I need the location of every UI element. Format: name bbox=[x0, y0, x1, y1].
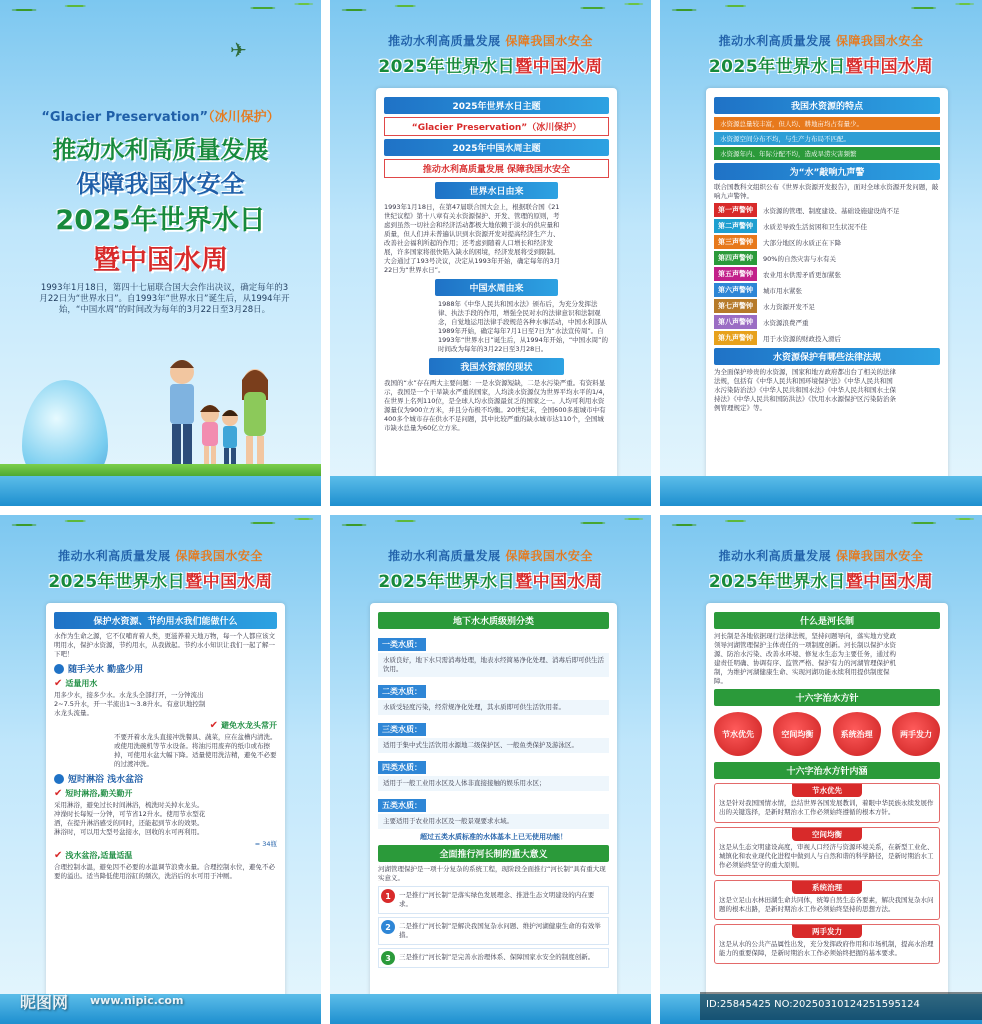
policy-section-title: 空间均衡 bbox=[792, 828, 862, 841]
banner-line-2a: 2025年世界水日 bbox=[708, 572, 846, 592]
banner-line-2b: 暨中国水周 bbox=[845, 572, 934, 592]
feature-item: 水资源总量较丰富，但人均、耕地亩均占有量少。 bbox=[714, 117, 940, 130]
banner-line-1 bbox=[330, 32, 651, 49]
glacier-theme bbox=[0, 106, 321, 125]
level-title: 四类水质： bbox=[378, 761, 426, 774]
alarm-text: 水力资源开发不足 bbox=[763, 302, 815, 311]
alarm-tag: 第七声警钟 bbox=[714, 299, 757, 313]
number-badge: 2 bbox=[381, 920, 395, 934]
alarm-row bbox=[714, 331, 940, 345]
banner-line-1a: 推动水利高质量发展 bbox=[388, 34, 501, 48]
significance-text: 一是推行“河长制”是落实绿色发展理念、推进生态文明建设的内在要求。 bbox=[399, 891, 595, 908]
section-header: 2025年世界水日主题 bbox=[384, 97, 609, 114]
banner-line-1a: 推动水利高质量发展 bbox=[718, 549, 832, 563]
tip-heading bbox=[54, 850, 277, 861]
paragraph: 水作为生命之源，它不仅哺育着人类，更滋养着天地万物，每一个人都应该文明用水，保护水资源，节约用水，从我做起。节约水小知识让我们一起了解一下吧！ bbox=[54, 632, 275, 658]
significance-text: 二是推行“河长制”是解决我国复杂水问题、维护河湖健康生命的有效举措。 bbox=[399, 922, 601, 939]
paragraph: 不要开着水龙头直接冲洗餐具、蔬菜，应在盆槽内清洗。或使用洗碗机等节水设备。将油污用废弃的纸巾或布擦掉，可使用水盆大幅下降。适量使用洗洁精，避免不必要的过渡冲洗。 bbox=[114, 733, 277, 768]
content-card bbox=[46, 603, 285, 1002]
theme-value: 推动水利高质量发展 保障我国水安全 bbox=[384, 159, 609, 178]
leaves-decoration bbox=[0, 515, 321, 549]
cover-title-2: 保障我国水安全 bbox=[76, 170, 245, 198]
banner-line-2b: 暨中国水周 bbox=[515, 572, 603, 592]
leaves-decoration bbox=[660, 515, 982, 549]
alarm-row bbox=[714, 235, 940, 249]
banner-line-2 bbox=[660, 567, 982, 592]
policy-section-title: 系统治理 bbox=[792, 881, 862, 894]
tip-heading bbox=[54, 678, 277, 689]
banner-line-1b: 保障我国水安全 bbox=[835, 34, 924, 48]
section-header: 为“水”敲响九声警 bbox=[714, 163, 940, 180]
poster-water-quality bbox=[330, 515, 651, 1024]
banner-line-2b: 暨中国水周 bbox=[515, 57, 603, 77]
alarm-tag: 第四声警钟 bbox=[714, 251, 757, 265]
policy-section bbox=[714, 783, 940, 823]
water-decoration bbox=[0, 476, 321, 506]
policy-section bbox=[714, 924, 940, 964]
tip-title: 浅水盆浴,适量适温 bbox=[65, 851, 133, 860]
alarm-text: 水资源的管理、制度建设、基础设施建设尚不足 bbox=[763, 206, 900, 215]
section-header: 2025年中国水周主题 bbox=[384, 139, 609, 156]
poster-river-chief bbox=[660, 515, 982, 1024]
water-decoration bbox=[330, 994, 651, 1024]
policy-section bbox=[714, 880, 940, 920]
alarm-text: 水资源浪费严重 bbox=[763, 318, 809, 327]
subsection-title bbox=[54, 662, 277, 675]
policy-section-text: 这是从水的公共产品属性出发，充分发挥政府作用和市场机制，提高水治理能力的重要保障，是新时期治水工作必须始终把握的基本要求。 bbox=[719, 940, 934, 957]
policy-drop: 节水优先 bbox=[714, 712, 762, 756]
policy-drop: 空间均衡 bbox=[773, 712, 821, 756]
check-icon: ✔ bbox=[54, 850, 63, 861]
banner-line-1a: 推动水利高质量发展 bbox=[58, 549, 171, 563]
poster-cover bbox=[0, 0, 321, 506]
banner-line-1 bbox=[660, 547, 982, 564]
number-badge: 3 bbox=[381, 951, 395, 965]
banner-line-2a: 2025年世界水日 bbox=[48, 572, 186, 592]
water-decoration bbox=[660, 476, 982, 506]
watermark-logo: 昵图网 bbox=[20, 993, 69, 1012]
banner-line-2b: 暨中国水周 bbox=[845, 57, 934, 77]
banner-line-1 bbox=[330, 547, 651, 564]
alarm-row bbox=[714, 219, 940, 233]
section-header: 我国水资源的特点 bbox=[714, 97, 940, 114]
section-header: 保护水资源、节约用水我们能做什么 bbox=[54, 612, 277, 629]
paragraph: 为全面保护珍贵的水资源，国家和地方政府都出台了相关的法律法规，包括有《中华人民共和国环境保护法》《中华人民共和国水污染防治法》《中华人民共和国水法》《中华人民共和国水土保持法》《中华人民共和国防洪法》《饮用水水源保护区污染防治条例管理规定》等。 bbox=[714, 368, 896, 412]
paragraph: 1993年1月18日，在第47届联合国大会上，根据联合国《21世纪议程》第十八章有关水资源保护、开发、管理的原则，考虑到虽然一切社会和经济活动都极大地依赖于淡水的供应量和质量，但人们并未普遍认识到水资源开发对提高经济生产力、改善社会福利所起的作用；还考虑到随着人口增长和经济发展，许多国家将很快陷入缺水的困境，经济发展将受到限制。大会通过了193号决议，决定从1993年开始，确定每年的3月22日为“世界水日”。 bbox=[384, 203, 561, 274]
cover-intro: 1993年1月18日，第四十七届联合国大会作出决议，确定每年的3月22日为“世界水日”。自1993年“世界水日”诞生后，从1994年开始，“中国水周”的时间改为每年的3月22日至3月28日。 bbox=[39, 283, 290, 315]
alarm-text: 90%的自然灾害与水有关 bbox=[763, 254, 836, 263]
paragraph: 用多少水，接多少水。水龙头全部打开，一分钟流出2~7.5升水，开一半流出1～3.8升水。有意识地控制水龙头流量。 bbox=[54, 691, 206, 717]
subsection-title bbox=[54, 772, 277, 785]
alarm-text: 城市用水紧张 bbox=[763, 286, 802, 295]
watermark-url: www.nipic.com bbox=[90, 994, 184, 1007]
section-header: 我国水资源的现状 bbox=[429, 358, 564, 375]
water-decoration bbox=[330, 476, 651, 506]
poster-theme bbox=[330, 0, 651, 506]
policy-section-title: 两手发力 bbox=[792, 925, 862, 938]
level-title: 三类水质： bbox=[378, 723, 426, 736]
theme-value: “Glacier Preservation”（冰川保护） bbox=[384, 117, 609, 136]
section-header: 十六字治水方针 bbox=[714, 689, 940, 706]
alarm-row bbox=[714, 283, 940, 297]
level-title: 五类水质： bbox=[378, 799, 426, 812]
glacier-cn: （冰川保护） bbox=[208, 110, 280, 125]
banner-line-1a: 推动水利高质量发展 bbox=[388, 549, 501, 563]
content-card bbox=[370, 603, 617, 1002]
banner-line-2a: 2025年世界水日 bbox=[708, 57, 846, 77]
content-card bbox=[706, 603, 948, 1002]
banner-line-2a: 2025年世界水日 bbox=[378, 572, 516, 592]
poster-features bbox=[660, 0, 982, 506]
alarm-text: 水质差导致生活贫困和卫生状况不佳 bbox=[763, 222, 867, 231]
cover-title-3: 2025年世界水日 bbox=[55, 205, 266, 236]
policy-section-text: 这是立足山水林田湖生命共同体，统筹自然生态各要素，解决我国复杂水问题的根本出路，是新时期治水工作必须始终坚持的思想方法。 bbox=[719, 896, 934, 913]
check-icon: ✔ bbox=[54, 788, 63, 799]
significance-row bbox=[378, 886, 609, 914]
policy-drop: 系统治理 bbox=[833, 712, 881, 756]
banner-line-1b: 保障我国水安全 bbox=[175, 549, 263, 563]
subsection-label: 短时淋浴 浅水盆浴 bbox=[68, 775, 144, 785]
feature-item: 水资源空间分布不均，与生产力布局不匹配。 bbox=[714, 132, 940, 145]
leaves-decoration bbox=[0, 0, 321, 34]
check-icon: ✔ bbox=[54, 678, 63, 689]
policy-section-text: 这是从生态文明建设高度，审视人口经济与资源环境关系，在新型工业化、城镇化和农业现代化进程中做到人与自然和谐的科学路径，是新时期治水工作必须始终坚守的重大原则。 bbox=[719, 843, 934, 869]
cover-title-4: 暨中国水周 bbox=[93, 245, 228, 276]
section-header: 全面推行河长制的重大意义 bbox=[378, 845, 609, 862]
significance-row bbox=[378, 948, 609, 968]
paragraph: 合理控制水温，避免因不必要的水温调节浪费水量。合理控制水位，避免不必要的溢出。适当降低使用浴缸的频次，洗浴后的水可用于冲厕。 bbox=[54, 863, 275, 880]
banner-line-1b: 保障我国水安全 bbox=[505, 549, 593, 563]
banner-line-1b: 保障我国水安全 bbox=[835, 549, 924, 563]
policy-section-text: 这是针对我国国情水情，总结世界各国发展教训，着眼中华民族永续发展作出的关键选择，是新时期治水工作必须始终遵循的根本方针。 bbox=[719, 799, 934, 816]
check-icon: ✔ bbox=[209, 720, 218, 731]
feature-item: 水资源年内、年际分配不均，造成旱涝灾害频繁 bbox=[714, 147, 940, 160]
paragraph: 采用淋浴，避免过长时间淋浴，梳洗时关掉水龙头。冲澡时长每短一分钟，可节省12升水。使用节水型花洒，在提升淋浴感受的同时，还能起到节水的效果。淋浴时，可以用大型号盆接水，回收的水可再利用。 bbox=[54, 801, 206, 836]
alarm-list bbox=[714, 203, 940, 345]
banner-line-1a: 推动水利高质量发展 bbox=[718, 34, 832, 48]
tip-heading bbox=[54, 720, 277, 731]
level-text: 主要适用于农业用水区及一般景观要求水域。 bbox=[378, 814, 609, 829]
banner-line-2a: 2025年世界水日 bbox=[378, 57, 516, 77]
banner-line-1 bbox=[660, 32, 982, 49]
alarm-row bbox=[714, 203, 940, 217]
paragraph: 1988年《中华人民共和国水法》颁布后，为充分发挥法律、执法手段的作用，增强全民对水的法律意识和法制观念，自觉地运用法律手段规范各种水事活动，中国水利部从1989年开始，确定每年7月1日至7日为“水法宣传周”。自1993年“世界水日”诞生后，从1994年开始，“中国水周”的时间改为每年的3月22日至3月28日。 bbox=[438, 300, 609, 353]
alarm-tag: 第一声警钟 bbox=[714, 203, 757, 217]
policy-drop: 两手发力 bbox=[892, 712, 940, 756]
alarm-tag: 第二声警钟 bbox=[714, 219, 757, 233]
tip-title: 避免水龙头常开 bbox=[221, 721, 277, 730]
policy-drops bbox=[714, 712, 940, 756]
alarm-tag: 第五声警钟 bbox=[714, 267, 757, 281]
leaves-decoration bbox=[660, 0, 982, 34]
section-header: 水资源保护有哪些法律法规 bbox=[714, 348, 940, 365]
warning-text: 超过五类水质标准的水体基本上已无使用功能！ bbox=[420, 833, 567, 841]
alarm-row bbox=[714, 299, 940, 313]
level-title: 一类水质： bbox=[378, 638, 426, 651]
level-text: 适用于集中式生活饮用水源地二级保护区、一般鱼类保护及游泳区。 bbox=[378, 738, 609, 753]
alarm-tag: 第九声警钟 bbox=[714, 331, 757, 345]
content-card bbox=[376, 88, 617, 484]
alarm-row bbox=[714, 315, 940, 329]
level-text: 水质受轻度污染，经常规净化处理，其水质即可供生活饮用者。 bbox=[378, 700, 609, 715]
banner-line-1b: 保障我国水安全 bbox=[505, 34, 593, 48]
alarm-tag: 第三声警钟 bbox=[714, 235, 757, 249]
tip-heading bbox=[54, 788, 277, 799]
leaves-decoration bbox=[330, 515, 651, 549]
section-header: 中国水周由来 bbox=[435, 279, 559, 296]
shower-icon bbox=[54, 774, 64, 784]
tip-title: 短时淋浴,勤关勤开 bbox=[65, 789, 133, 798]
number-badge: 1 bbox=[381, 889, 395, 903]
banner-line-2 bbox=[0, 567, 321, 592]
cover-title-1: 推动水利高质量发展 bbox=[52, 136, 269, 164]
paragraph: 河长制是各地依据现行法律法规，坚持问题导向，落实地方党政领导河湖管理保护主体责任的一项制度创新。河长制以保护水资源、防治水污染、改善水环境、修复水生态为主要任务，通过构建责任明确、协调有序、监管严格、保护有力的河湖管理保护机制，为维护河湖健康生命、实现河湖功能永续利用提供制度保障。 bbox=[714, 632, 896, 685]
section-header: 十六字治水方针内涵 bbox=[714, 762, 940, 779]
alarm-text: 农业用水供需矛盾更加紧张 bbox=[763, 270, 841, 279]
alarm-text: 大部分地区的水质正在下降 bbox=[763, 238, 841, 247]
leaves-decoration bbox=[330, 0, 651, 34]
banner-line-2b: 暨中国水周 bbox=[185, 572, 273, 592]
banner-line-2 bbox=[660, 52, 982, 77]
subsection-label: 随手关水 勤盛少用 bbox=[68, 665, 144, 675]
glacier-en: “Glacier Preservation” bbox=[41, 110, 209, 125]
section-header: 地下水水质级别分类 bbox=[378, 612, 609, 629]
level-text: 水质良好，地下水只需消毒处理，地表水经简易净化处理、消毒后即可供生活饮用。 bbox=[378, 653, 609, 677]
tip-title: 适量用水 bbox=[65, 679, 98, 688]
content-card bbox=[706, 88, 948, 484]
alarm-row bbox=[714, 267, 940, 281]
section-header: 什么是河长制 bbox=[714, 612, 940, 629]
level-title: 二类水质： bbox=[378, 685, 426, 698]
significance-text: 三是推行“河长制”是完善水治理体系、保障国家水安全的制度创新。 bbox=[399, 953, 595, 961]
paragraph: 我国的“水”存在两大主要问题：一是水资源短缺，二是水污染严重。有资料显示，我国是一个干旱缺水严重的国家，人均淡水资源仅为世界平均水平的1/4，在世界上名列110位，是全球人均水资源最贫乏的国家之一。人均可利用水资源量仅为900立方米，并且分布极不均衡。20世纪末，全国600多座城市中有400多个城市存在供水不足问题，其中比较严重的缺水城市达110个，全国城市缺水总量为60亿立方米。 bbox=[384, 379, 609, 432]
level-text: 适用于一般工业用水区及人体非直接接触的娱乐用水区； bbox=[378, 776, 609, 791]
alarm-row bbox=[714, 251, 940, 265]
family-illustration bbox=[150, 350, 280, 472]
faucet-icon bbox=[54, 664, 64, 674]
banner-line-2 bbox=[330, 52, 651, 77]
banner-line-1 bbox=[0, 547, 321, 564]
alarm-tag: 第六声警钟 bbox=[714, 283, 757, 297]
bottle-label: = 34瓶 bbox=[254, 840, 277, 848]
policy-section-title: 节水优先 bbox=[792, 784, 862, 797]
watermark-id: ID:25845425 NO:20250310124251595124 bbox=[700, 992, 982, 1020]
policy-section bbox=[714, 827, 940, 876]
alarm-tag: 第八声警钟 bbox=[714, 315, 757, 329]
paragraph: 河湖管理保护是一项十分复杂的系统工程，现阶段全面推行“河长制”具有重大现实意义。 bbox=[378, 865, 606, 882]
alarm-text: 用于水资源的财政投入滑后 bbox=[763, 334, 841, 343]
bird-icon: ✈ bbox=[230, 38, 247, 62]
banner-line-2 bbox=[330, 567, 651, 592]
poster-saving-tips bbox=[0, 515, 321, 1024]
significance-row bbox=[378, 917, 609, 945]
paragraph: 联合国教科文组织公布《世界水资源开发报告》，面对全球水资源开发问题，敲响九声警钟。 bbox=[714, 183, 939, 200]
section-header: 世界水日由来 bbox=[435, 182, 559, 199]
